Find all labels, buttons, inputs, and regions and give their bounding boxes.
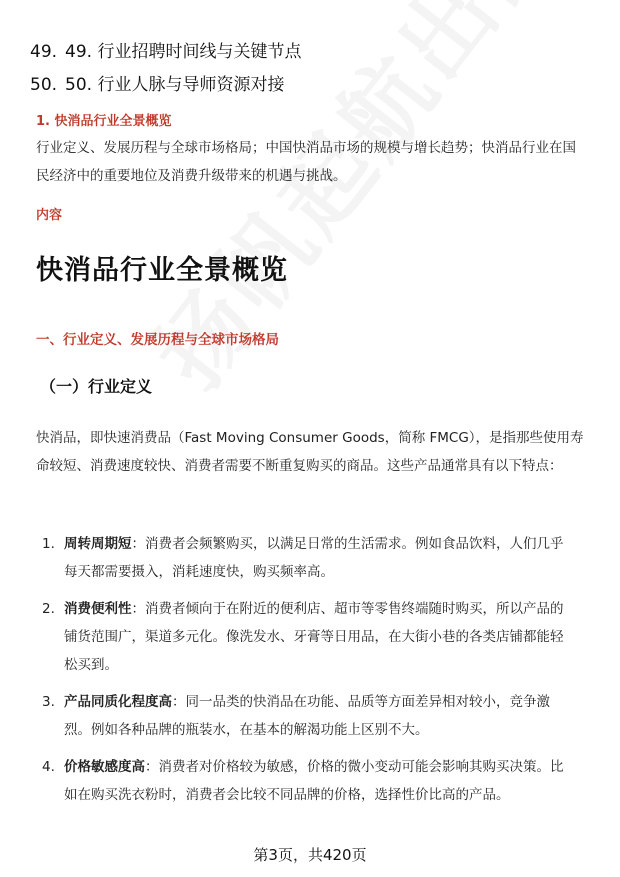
toc-label: 50. 行业人脉与导师资源对接 [65, 75, 285, 95]
feature-term: 消费便利性 [64, 601, 132, 617]
feature-term: 周转周期短 [64, 536, 132, 552]
list-item [36, 753, 576, 809]
toc-item[interactable] [30, 37, 302, 62]
feature-list [36, 530, 576, 818]
feature-term: 价格敏感度高 [64, 759, 145, 775]
feature-text: ：消费者会频繁购买，以满足日常的生活需求。例如食品饮料，人们几乎每天都需要摄入，消耗速度快，购买频率高。 [64, 536, 564, 580]
subsubsection-heading: （一）行业定义 [40, 377, 153, 396]
toc-number: 49. [30, 42, 58, 62]
list-index: 2. [42, 601, 55, 617]
list-index: 3. [42, 694, 55, 710]
page-footer: 第3页，共420页 [253, 846, 367, 864]
feature-term: 产品同质化程度高 [64, 694, 172, 710]
subsection-heading: 一、行业定义、发展历程与全球市场格局 [36, 332, 279, 348]
feature-text: ：消费者倾向于在附近的便利店、超市等零售终端随时购买，所以产品的铺货范围广，渠道多元化。像洗发水、牙膏等日用品，在大街小巷的各类店铺都能轻松买到。 [64, 601, 564, 673]
list-item [36, 595, 576, 679]
toc-number: 50. [30, 75, 58, 95]
toc-item[interactable] [30, 70, 285, 95]
feature-text: ：消费者对价格较为敏感，价格的微小变动可能会影响其购买决策。比如在购买洗衣粉时，消费者会比较不同品牌的价格，选择性价比高的产品。 [64, 759, 564, 803]
toc-label: 49. 行业招聘时间线与关键节点 [65, 42, 302, 62]
content-label: 内容 [36, 208, 63, 223]
list-item [36, 688, 576, 744]
list-item [36, 530, 576, 586]
list-index: 1. [42, 536, 55, 552]
list-index: 4. [42, 759, 55, 775]
section-heading: 1. 快消品行业全景概览 [36, 114, 172, 129]
intro-paragraph: 快消品，即快速消费品（Fast Moving Consumer Goods，简称 FMCG），是指那些使用寿命较短、消费速度较快、消费者需要不断重复购买的商品。这些产品通常具有以下特点： [36, 430, 584, 474]
section-summary: 行业定义、发展历程与全球市场格局；中国快消品市场的规模与增长趋势；快消品行业在国民经济中的重要地位及消费升级带来的机遇与挑战。 [36, 140, 576, 184]
page-title: 快消品行业全景概览 [36, 255, 288, 286]
feature-text: ：同一品类的快消品在功能、品质等方面差异相对较小，竞争激烈。例如各种品牌的瓶装水，在基本的解渴功能上区别不大。 [64, 694, 550, 738]
